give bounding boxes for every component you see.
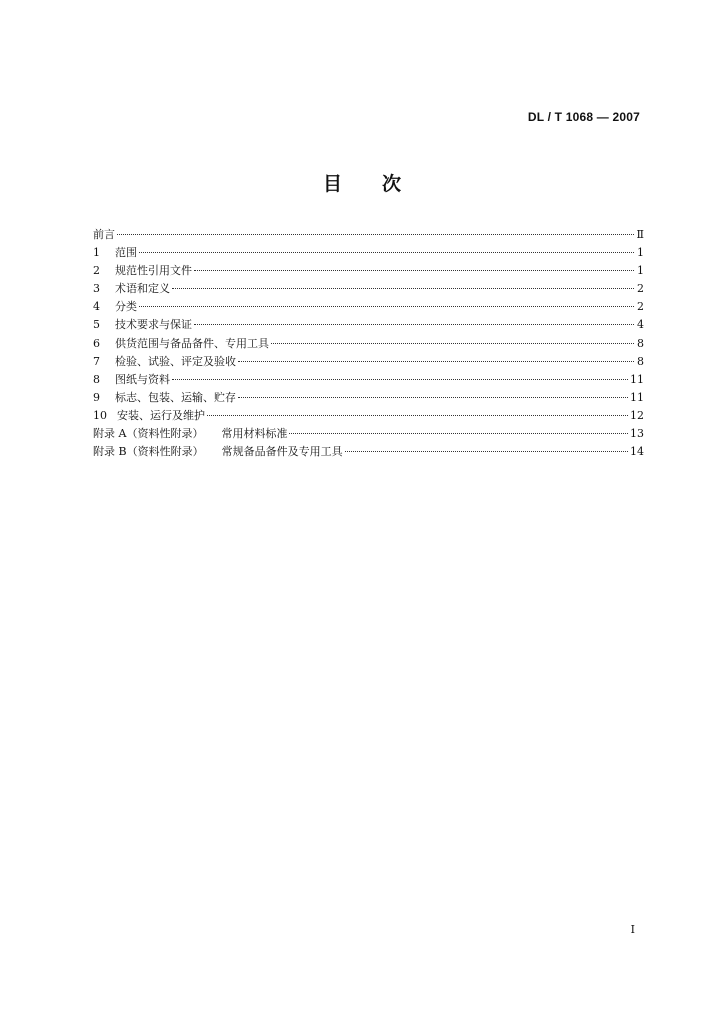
toc-label: 图纸与资料 <box>115 372 170 386</box>
toc-leader-dots <box>207 414 628 416</box>
toc-label: 前言 <box>93 228 115 241</box>
toc-leader-dots <box>289 432 628 434</box>
toc-entry-10[interactable] <box>93 407 644 425</box>
toc-entry-7[interactable] <box>93 353 644 371</box>
toc-leader-dots <box>117 233 634 235</box>
toc-leader-dots <box>238 360 634 362</box>
toc-entry-appendix-a[interactable] <box>93 425 644 443</box>
toc-entry-2[interactable] <box>93 262 644 280</box>
toc-number: 5 <box>93 318 100 332</box>
toc-entry-appendix-b[interactable] <box>93 443 644 461</box>
toc-page: 11 <box>630 372 644 386</box>
toc-entry-1[interactable] <box>93 244 644 262</box>
toc-label: 范围 <box>115 246 137 260</box>
table-of-contents <box>93 226 644 461</box>
toc-sublabel: 常用材料标准 <box>221 427 288 441</box>
toc-entry-9[interactable] <box>93 389 644 407</box>
page-title <box>0 169 724 196</box>
toc-leader-dots <box>139 305 634 307</box>
toc-page: 1 <box>637 264 644 278</box>
toc-leader-dots <box>172 378 628 380</box>
toc-number: 9 <box>93 390 100 404</box>
toc-number: 6 <box>93 336 100 350</box>
toc-entry-6[interactable] <box>93 335 644 353</box>
toc-label: 技术要求与保证 <box>115 318 192 332</box>
toc-number: 4 <box>93 300 100 314</box>
toc-page: 4 <box>637 318 644 332</box>
toc-entry-3[interactable] <box>93 280 644 298</box>
toc-entry-foreword[interactable] <box>93 226 644 244</box>
toc-page: 8 <box>637 354 644 368</box>
toc-number: 3 <box>93 282 100 296</box>
toc-label: 供货范围与备品备件、专用工具 <box>115 336 269 350</box>
toc-label: 附录 A（资料性附录） <box>93 427 204 441</box>
toc-entry-8[interactable] <box>93 371 644 389</box>
toc-page: 14 <box>630 445 644 459</box>
toc-number: 7 <box>93 354 100 368</box>
toc-leader-dots <box>139 251 634 253</box>
toc-page: Ⅱ <box>636 228 644 241</box>
toc-page: 1 <box>637 246 644 260</box>
title-char-1: 目 <box>322 173 342 195</box>
page-number: I <box>630 923 635 936</box>
toc-page: 11 <box>630 390 644 404</box>
toc-leader-dots <box>194 323 634 325</box>
toc-label: 附录 B（资料性附录） <box>93 445 204 459</box>
toc-label: 术语和定义 <box>115 282 170 296</box>
toc-leader-dots <box>238 396 628 398</box>
toc-label: 规范性引用文件 <box>115 264 192 278</box>
title-char-2: 次 <box>382 173 402 195</box>
toc-page: 12 <box>630 408 644 422</box>
toc-page: 2 <box>637 282 644 296</box>
toc-number: 8 <box>93 372 100 386</box>
toc-entry-4[interactable] <box>93 298 644 316</box>
toc-page: 2 <box>637 300 644 314</box>
toc-entry-5[interactable] <box>93 316 644 334</box>
toc-label: 分类 <box>115 300 137 314</box>
toc-label: 安装、运行及维护 <box>117 408 205 422</box>
toc-page: 13 <box>630 427 644 441</box>
toc-page: 8 <box>637 336 644 350</box>
toc-leader-dots <box>345 450 628 452</box>
toc-leader-dots <box>194 269 634 271</box>
toc-number: 10 <box>93 408 107 422</box>
toc-leader-dots <box>172 287 634 289</box>
toc-number: 1 <box>93 246 100 260</box>
toc-label: 标志、包装、运输、贮存 <box>115 390 236 404</box>
standard-code: DL / T 1068 — 2007 <box>527 110 640 124</box>
toc-number: 2 <box>93 264 100 278</box>
toc-label: 检验、试验、评定及验收 <box>115 354 236 368</box>
toc-leader-dots <box>271 342 634 344</box>
toc-sublabel: 常规备品备件及专用工具 <box>221 445 343 459</box>
